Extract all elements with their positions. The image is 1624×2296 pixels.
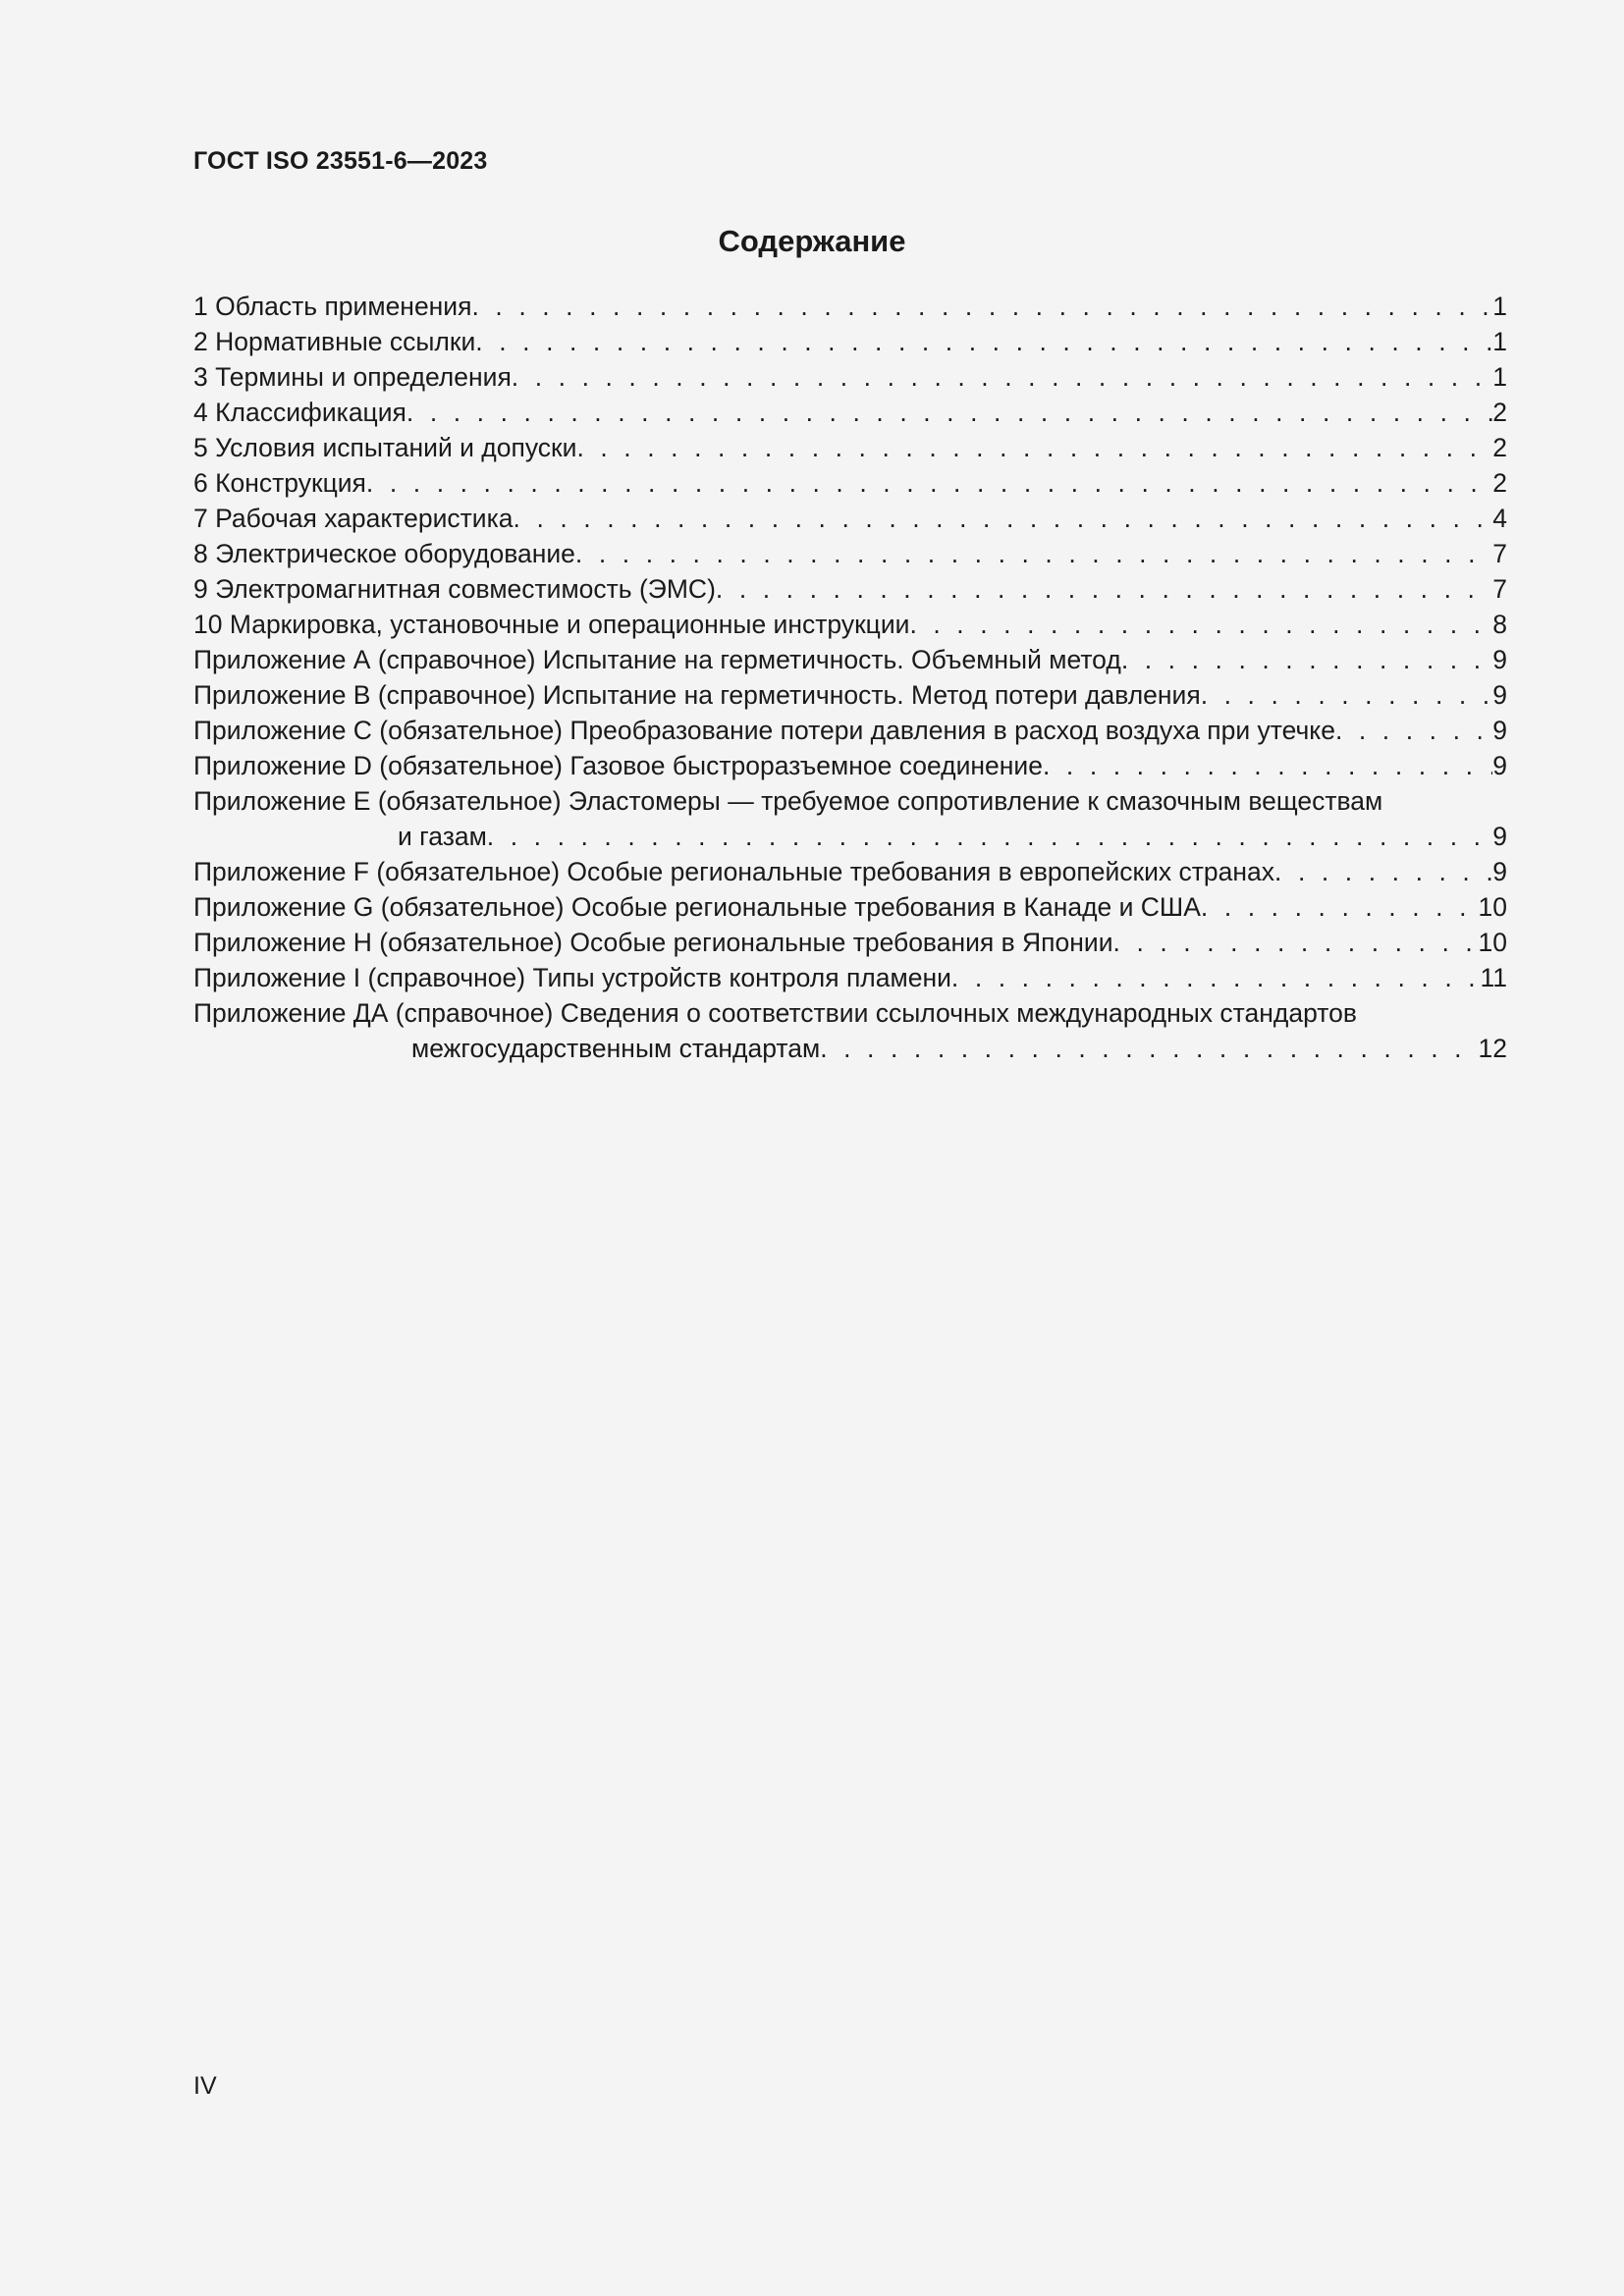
toc-leader-dots [1274,854,1492,889]
toc-entry-label: Приложение F (обязательное) Особые региональные требования в европейских странах [193,857,1275,886]
toc-entry-label: 2 Нормативные ссылки [193,327,476,356]
toc-entry[interactable] [193,536,1507,571]
toc-leader-dots [1335,713,1492,748]
toc-entry-page: 10 [1478,928,1507,957]
document-id: ГОСТ ISO 23551-6—2023 [193,147,488,175]
toc-entry-label: 8 Электрическое оборудование [193,539,575,568]
toc-entry-page: 2 [1492,398,1507,427]
toc-entry[interactable] [193,501,1507,536]
toc-entry-label: 10 Маркировка, установочные и операционные инструкции [193,610,910,639]
toc-leader-dots [951,960,1481,995]
toc-entry-page: 1 [1492,362,1507,392]
table-of-contents [193,289,1507,1066]
toc-entry-label: Приложение I (справочное) Типы устройств контроля пламени [193,963,951,992]
toc-entry-label: 1 Область применения [193,292,472,321]
toc-entry[interactable] [193,889,1507,925]
toc-entry[interactable] [193,465,1507,501]
toc-entry-page: 11 [1480,963,1507,992]
toc-leader-dots [471,289,1492,324]
toc-entry-page: 1 [1492,327,1507,356]
toc-entry-label: 3 Термины и определения [193,362,512,392]
toc-entry-label: Приложение G (обязательное) Особые региональные требования в Канаде и США [193,892,1201,922]
toc-leader-dots [1201,677,1493,713]
toc-entry-page: 9 [1492,857,1507,886]
toc-leader-dots [1201,889,1479,925]
toc-leader-dots [366,465,1492,501]
toc-entry-label: 9 Электромагнитная совместимость (ЭМС) [193,574,716,604]
toc-entry-page: 9 [1492,716,1507,745]
toc-entry-label: Приложение В (справочное) Испытание на герметичность. Метод потери давления [193,680,1201,710]
toc-entry-label: Приложение ДА (справочное) Сведения о соответствии ссылочных международных стандартов [193,998,1357,1028]
toc-entry[interactable] [193,960,1507,995]
toc-leader-dots [716,571,1492,607]
toc-entry[interactable] [193,783,1507,854]
toc-entry-page: 9 [1492,680,1507,710]
toc-leader-dots [820,1031,1478,1066]
toc-entry-page: 4 [1492,504,1507,533]
page-number: IV [193,2072,217,2100]
toc-entry-page: 9 [1492,751,1507,780]
toc-leader-dots [1113,925,1479,960]
toc-entry-page: 7 [1492,539,1507,568]
toc-entry-page: 8 [1492,610,1507,639]
toc-leader-dots [487,819,1492,854]
toc-entry[interactable] [193,854,1507,889]
toc-entry-page: 2 [1492,468,1507,498]
toc-leader-dots [475,324,1492,359]
toc-entry-label: 7 Рабочая характеристика [193,504,514,533]
toc-entry-label: 4 Классификация [193,398,406,427]
toc-leader-dots [1121,642,1492,677]
toc-leader-dots [512,359,1492,395]
toc-entry[interactable] [193,925,1507,960]
toc-entry-label-continuation: межгосударственным стандартам [411,1034,821,1063]
toc-leader-dots [576,430,1492,465]
toc-entry[interactable] [193,748,1507,783]
toc-entry-label: Приложение А (справочное) Испытание на герметичность. Объемный метод [193,645,1121,674]
toc-entry-label-continuation: и газам [398,822,487,851]
toc-entry[interactable] [193,430,1507,465]
toc-entry-label: Приложение Е (обязательное) Эластомеры — требуемое сопротивление к смазочным веществам [193,786,1383,816]
toc-entry-page: 1 [1492,292,1507,321]
toc-leader-dots [575,536,1492,571]
toc-title: Содержание [718,224,906,258]
toc-entry[interactable] [193,995,1507,1066]
toc-entry-page: 7 [1492,574,1507,604]
toc-leader-dots [1043,748,1492,783]
toc-entry-label: 6 Конструкция [193,468,366,498]
toc-entry[interactable] [193,677,1507,713]
toc-entry-label: Приложение С (обязательное) Преобразование потери давления в расход воздуха при утечке [193,716,1335,745]
toc-entry[interactable] [193,289,1507,324]
toc-entry-label: Приложение Н (обязательное) Особые региональные требования в Японии [193,928,1113,957]
toc-entry-label: 5 Условия испытаний и допуски [193,433,577,462]
toc-entry-page: 9 [1492,645,1507,674]
toc-leader-dots [909,607,1492,642]
toc-entry-page: 12 [1478,1034,1507,1063]
toc-entry[interactable] [193,571,1507,607]
toc-entry[interactable] [193,359,1507,395]
toc-entry-page: 9 [1492,822,1507,851]
toc-entry-page: 10 [1478,892,1507,922]
toc-entry-page: 2 [1492,433,1507,462]
toc-entry[interactable] [193,607,1507,642]
toc-leader-dots [514,501,1493,536]
toc-entry-label: Приложение D (обязательное) Газовое быстроразъемное соединение [193,751,1043,780]
toc-leader-dots [406,395,1492,430]
toc-entry[interactable] [193,324,1507,359]
toc-entry[interactable] [193,642,1507,677]
toc-entry[interactable] [193,713,1507,748]
toc-entry[interactable] [193,395,1507,430]
